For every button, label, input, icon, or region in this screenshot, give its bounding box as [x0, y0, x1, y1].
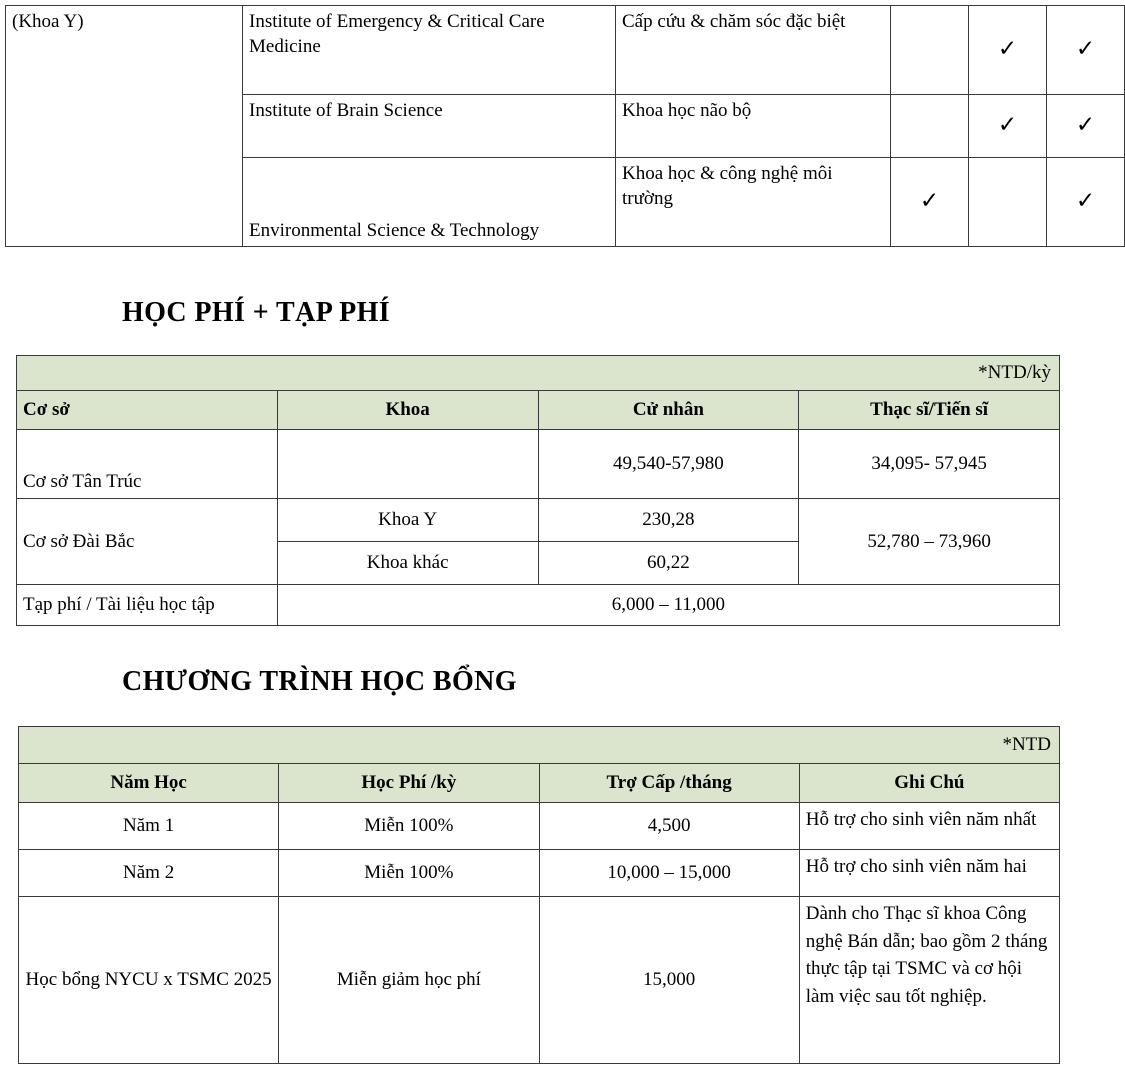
scholarship-tuition-fee: Miễn 100%	[279, 850, 539, 897]
department-name-vi: Khoa học não bộ	[616, 95, 891, 158]
table-row	[6, 6, 1125, 95]
scholarship-tuition-fee: Miễn giảm học phí	[279, 897, 539, 1064]
table-row	[17, 499, 1060, 542]
table-row	[17, 585, 1060, 626]
column-header-bachelor: Cử nhân	[538, 391, 799, 430]
misc-fee-value: 6,000 – 11,000	[277, 585, 1059, 626]
tuition-table-container	[16, 355, 1060, 626]
scholarship-stipend: 10,000 – 15,000	[539, 850, 799, 897]
scholarship-note: Hỗ trợ cho sinh viên năm hai	[799, 850, 1059, 897]
check-icon: ✓	[919, 187, 940, 213]
column-header-tuition-fee: Học Phí /kỳ	[279, 764, 539, 803]
table-row-unit	[19, 727, 1060, 764]
check-icon: ✓	[997, 35, 1018, 61]
department-table-container	[5, 5, 1096, 247]
check-icon: ✓	[1075, 187, 1096, 213]
table-row-unit	[17, 356, 1060, 391]
scholarship-note: Dành cho Thạc sĩ khoa Công nghệ Bán dẫn; bao gồm 2 tháng thực tập tại TSMC và cơ hội làm việc sau tốt nghiệp.	[799, 897, 1059, 1064]
tuition-table	[16, 355, 1060, 626]
bachelor-fee: 49,540-57,980	[538, 430, 799, 499]
campus-name: Cơ sở Đài Bắc	[17, 499, 278, 585]
department-name-en: Institute of Emergency & Critical Care Medicine	[243, 6, 616, 95]
scholarship-tuition-fee: Miễn 100%	[279, 803, 539, 850]
master-phd-fee: 34,095- 57,945	[799, 430, 1060, 499]
department-name	[277, 430, 538, 499]
scholarship-unit-note: *NTD	[19, 727, 1060, 764]
bachelor-fee: 230,28	[538, 499, 799, 542]
tuition-section-heading: HỌC PHÍ + TẠP PHÍ	[122, 297, 391, 328]
scholarship-year: Năm 1	[19, 803, 279, 850]
department-name: Khoa khác	[277, 542, 538, 585]
table-row	[17, 430, 1060, 499]
department-group-label: (Khoa Y)	[6, 6, 243, 247]
check-icon: ✓	[1075, 111, 1096, 137]
table-header-row	[19, 764, 1060, 803]
column-header-campus: Cơ sở	[17, 391, 278, 430]
tuition-unit-note: *NTD/kỳ	[17, 356, 1060, 391]
scholarship-table	[18, 726, 1060, 1064]
department-table	[5, 5, 1125, 247]
column-header-note: Ghi Chú	[799, 764, 1059, 803]
degree-check-cell	[891, 95, 969, 158]
scholarship-stipend: 4,500	[539, 803, 799, 850]
table-row	[19, 850, 1060, 897]
scholarship-stipend: 15,000	[539, 897, 799, 1064]
degree-check-cell	[891, 6, 969, 95]
column-header-stipend: Trợ Cấp /tháng	[539, 764, 799, 803]
scholarship-year: Học bổng NYCU x TSMC 2025	[19, 897, 279, 1064]
department-name-en: Institute of Brain Science	[243, 95, 616, 158]
degree-check-cell	[969, 95, 1047, 158]
master-phd-fee: 52,780 – 73,960	[799, 499, 1060, 585]
column-header-year: Năm Học	[19, 764, 279, 803]
bachelor-fee: 60,22	[538, 542, 799, 585]
table-header-row	[17, 391, 1060, 430]
degree-check-cell	[969, 158, 1047, 247]
table-row	[19, 803, 1060, 850]
department-name-vi: Khoa học & công nghệ môi trường	[616, 158, 891, 247]
column-header-master-phd: Thạc sĩ/Tiến sĩ	[799, 391, 1060, 430]
degree-check-cell	[1047, 6, 1125, 95]
scholarship-year: Năm 2	[19, 850, 279, 897]
table-row	[19, 897, 1060, 1064]
check-icon: ✓	[997, 111, 1018, 137]
check-icon: ✓	[1075, 35, 1096, 61]
degree-check-cell	[891, 158, 969, 247]
degree-check-cell	[969, 6, 1047, 95]
degree-check-cell	[1047, 158, 1125, 247]
column-header-department: Khoa	[277, 391, 538, 430]
degree-check-cell	[1047, 95, 1125, 158]
scholarship-note: Hỗ trợ cho sinh viên năm nhất	[799, 803, 1059, 850]
campus-name: Cơ sở Tân Trúc	[17, 430, 278, 499]
department-name-vi: Cấp cứu & chăm sóc đặc biệt	[616, 6, 891, 95]
department-name: Khoa Y	[277, 499, 538, 542]
department-name-en: Environmental Science & Technology	[243, 158, 616, 247]
misc-fee-label: Tạp phí / Tài liệu học tập	[17, 585, 278, 626]
scholarship-table-container	[18, 726, 1060, 1064]
scholarship-section-heading: CHƯƠNG TRÌNH HỌC BỔNG	[122, 666, 517, 697]
